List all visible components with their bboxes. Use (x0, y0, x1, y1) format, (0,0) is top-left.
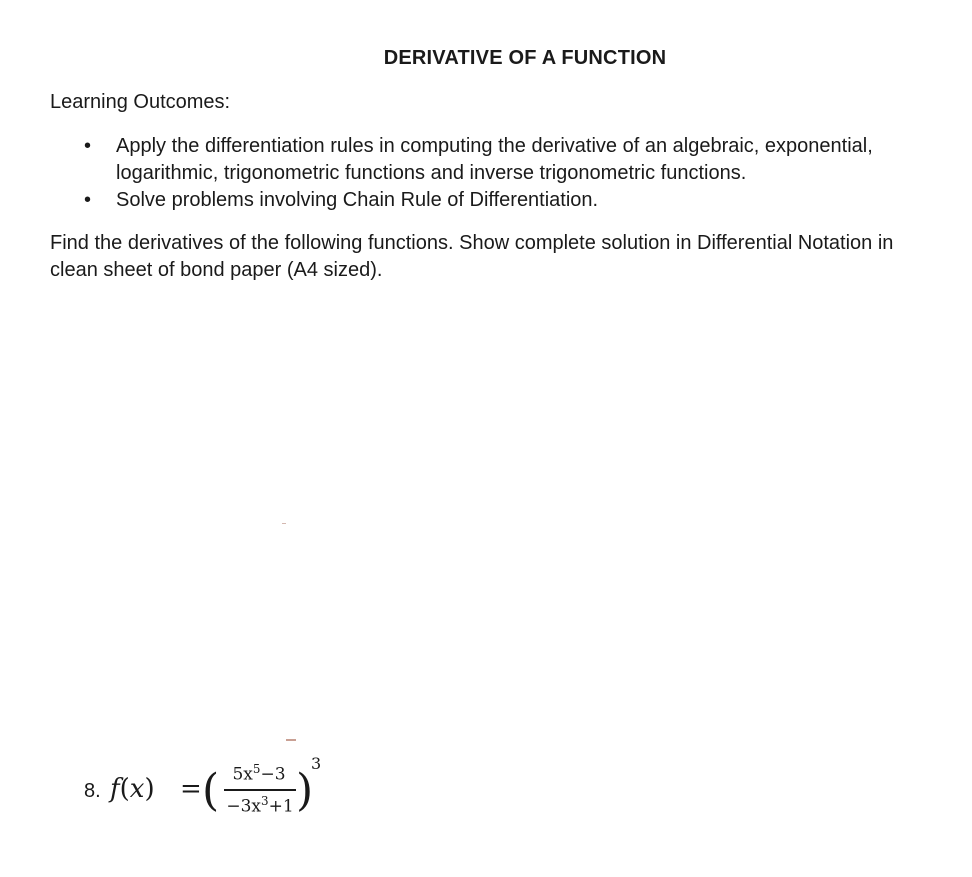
instructions-line: Find the derivatives of the following functions. Show complete solution in Differential Notation in (50, 232, 894, 254)
numerator-exponent: 5 (252, 762, 261, 776)
denominator-constant: +1 (268, 796, 294, 817)
stray-mark (282, 523, 286, 524)
learning-outcomes-list (0, 133, 972, 214)
left-paren: ( (202, 765, 220, 816)
problem-8 (84, 754, 384, 820)
instructions (50, 230, 972, 284)
paren: ( (119, 774, 130, 804)
numerator-constant: −3 (260, 764, 286, 785)
denominator-exponent: 3 (261, 794, 269, 808)
outcome-text: Apply the differentiation rules in computing the derivative of an algebraic, exponential, (116, 135, 873, 157)
right-paren: ) (296, 765, 314, 816)
instructions-line: clean sheet of bond paper (A4 sized). (50, 259, 383, 281)
numerator-term: 5x (232, 764, 253, 785)
paren: ) (144, 774, 155, 804)
problem-number: 8. (84, 780, 101, 802)
numerator (224, 762, 294, 785)
fraction-bar (224, 789, 296, 791)
function-label (110, 774, 155, 804)
page-title: DERIVATIVE OF A FUNCTION (383, 47, 667, 69)
list-item (0, 133, 972, 187)
outcome-text: Solve problems involving Chain Rule of Differentiation. (116, 189, 599, 211)
function-name: f (110, 774, 120, 804)
outcome-text: logarithmic, trigonometric functions and inverse trigonometric functions. (116, 162, 747, 184)
stray-mark (286, 739, 296, 741)
denominator (220, 794, 300, 817)
outcomes-heading: Learning Outcomes: (50, 91, 231, 113)
outer-exponent: 3 (311, 754, 322, 773)
equals-sign: = (180, 774, 202, 804)
denominator-term: −3x (226, 796, 261, 817)
variable: x (129, 774, 145, 804)
list-item (0, 187, 972, 214)
bullet-icon: • (84, 135, 92, 157)
bullet-icon: • (84, 189, 92, 211)
